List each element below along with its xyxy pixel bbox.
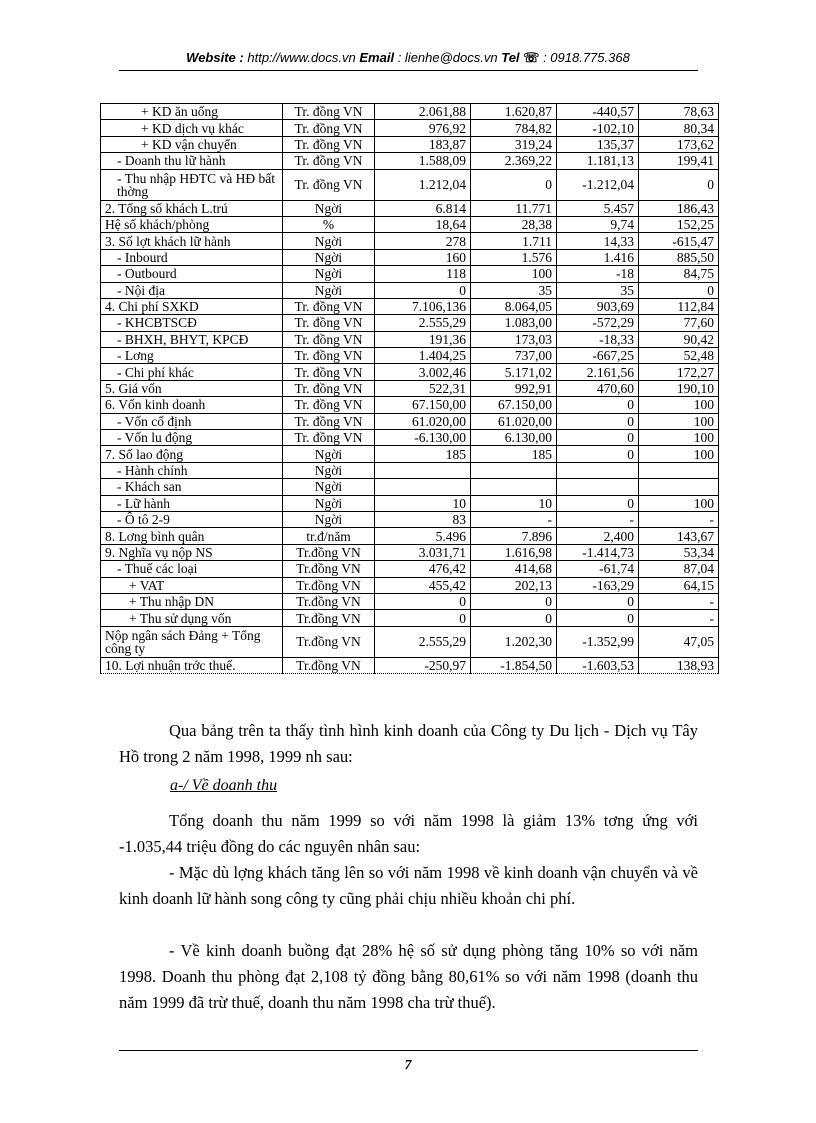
row-label: - Chi phí khác — [101, 364, 283, 380]
row-value-1998: 2.061,88 — [375, 104, 471, 120]
row-unit: Tr.đồng VN — [283, 544, 375, 560]
row-value-percent: 80,34 — [639, 120, 719, 136]
table-row — [101, 153, 719, 169]
row-value-percent: 87,04 — [639, 561, 719, 577]
row-value-1999: 67.150,00 — [471, 397, 557, 413]
row-value-percent: 190,10 — [639, 380, 719, 396]
table-row — [101, 413, 719, 429]
row-value-percent: 64,15 — [639, 577, 719, 593]
row-value-difference: 35 — [557, 282, 639, 298]
row-unit: Ngời — [283, 479, 375, 495]
row-value-percent: 186,43 — [639, 200, 719, 216]
row-unit: Tr.đồng VN — [283, 626, 375, 657]
row-label: 7. Số lao động — [101, 446, 283, 462]
row-unit: tr.đ/năm — [283, 528, 375, 544]
row-label: - Thuế các loại — [101, 561, 283, 577]
row-value-1999: 6.130,00 — [471, 430, 557, 446]
row-value-difference: - — [557, 511, 639, 527]
row-value-difference: 2.161,56 — [557, 364, 639, 380]
table-row — [101, 610, 719, 626]
row-unit: Tr. đồng VN — [283, 298, 375, 314]
row-value-difference: -572,29 — [557, 315, 639, 331]
row-value-1999: 8.064,05 — [471, 298, 557, 314]
row-value-percent: 100 — [639, 413, 719, 429]
table-row — [101, 216, 719, 232]
row-value-1999: 1.620,87 — [471, 104, 557, 120]
row-value-difference: -667,25 — [557, 348, 639, 364]
table-row — [101, 364, 719, 380]
row-value-difference: -1.212,04 — [557, 169, 639, 200]
row-value-percent: 52,48 — [639, 348, 719, 364]
table-row — [101, 120, 719, 136]
row-value-1998: 0 — [375, 610, 471, 626]
row-value-1999: 0 — [471, 610, 557, 626]
row-label: 6. Vốn kinh doanh — [101, 397, 283, 413]
row-value-difference — [557, 462, 639, 478]
row-value-1998: 976,92 — [375, 120, 471, 136]
row-label: - Lơng — [101, 348, 283, 364]
row-unit: Ngời — [283, 282, 375, 298]
row-unit: Tr.đồng VN — [283, 593, 375, 609]
table-row — [101, 266, 719, 282]
row-unit: Ngời — [283, 495, 375, 511]
page-number: 7 — [404, 1058, 412, 1073]
row-unit: Tr. đồng VN — [283, 120, 375, 136]
intro-paragraph: Qua bảng trên ta thấy tình hình kinh doanh của Công ty Du lịch - Dịch vụ Tây Hồ trong 2 năm 1998, 1999 nh sau: — [119, 721, 698, 766]
row-unit: Tr. đồng VN — [283, 153, 375, 169]
row-label: + KD dịch vụ khác — [101, 120, 283, 136]
row-value-1998: 2.555,29 — [375, 315, 471, 331]
row-value-percent: 173,62 — [639, 136, 719, 152]
row-value-1998: 1.404,25 — [375, 348, 471, 364]
table-row — [101, 315, 719, 331]
row-value-1999: 1.576 — [471, 249, 557, 265]
row-value-difference: -61,74 — [557, 561, 639, 577]
row-label: 5. Giá vốn — [101, 380, 283, 396]
row-value-1999: 7.896 — [471, 528, 557, 544]
table-row — [101, 462, 719, 478]
table-row — [101, 249, 719, 265]
row-label: 9. Nghĩa vụ nộp NS — [101, 544, 283, 560]
row-label: - Khách san — [101, 479, 283, 495]
row-label: - Hành chính — [101, 462, 283, 478]
row-unit: Ngời — [283, 233, 375, 249]
row-value-1998: 118 — [375, 266, 471, 282]
row-value-difference: -18 — [557, 266, 639, 282]
row-value-1998: 1.588,09 — [375, 153, 471, 169]
table-row — [101, 446, 719, 462]
row-unit: Tr. đồng VN — [283, 413, 375, 429]
row-unit: Tr. đồng VN — [283, 348, 375, 364]
row-value-1998 — [375, 479, 471, 495]
row-value-difference: -102,10 — [557, 120, 639, 136]
row-value-percent: 100 — [639, 430, 719, 446]
row-value-1999 — [471, 462, 557, 478]
row-value-1999: 2.369,22 — [471, 153, 557, 169]
row-value-1998: 191,36 — [375, 331, 471, 347]
section-heading-revenue: a-/ Về doanh thu — [170, 777, 278, 794]
table-row — [101, 397, 719, 413]
row-unit: Tr.đồng VN — [283, 577, 375, 593]
row-value-1998: -250,97 — [375, 657, 471, 673]
row-value-1999 — [471, 479, 557, 495]
row-label: - Outbourd — [101, 266, 283, 282]
table-row — [101, 593, 719, 609]
row-value-difference: -1.352,99 — [557, 626, 639, 657]
row-value-1998: 67.150,00 — [375, 397, 471, 413]
row-unit: Ngời — [283, 200, 375, 216]
row-label: 2. Tổng số khách L.trú — [101, 200, 283, 216]
table-row — [101, 479, 719, 495]
table-row — [101, 430, 719, 446]
row-label: 3. Số lợt khách lữ hành — [101, 233, 283, 249]
row-unit: Tr. đồng VN — [283, 104, 375, 120]
row-label: + VAT — [101, 577, 283, 593]
row-unit: Tr. đồng VN — [283, 380, 375, 396]
row-value-1998: -6.130,00 — [375, 430, 471, 446]
table-row — [101, 561, 719, 577]
row-unit: Ngời — [283, 249, 375, 265]
table-row — [101, 136, 719, 152]
row-value-difference — [557, 479, 639, 495]
table-row — [101, 348, 719, 364]
row-value-1999: 1.616,98 — [471, 544, 557, 560]
email-label: Email — [359, 50, 395, 65]
row-value-1999: 28,38 — [471, 216, 557, 232]
row-value-1998: 18,64 — [375, 216, 471, 232]
row-value-percent: 78,63 — [639, 104, 719, 120]
row-value-1998: 0 — [375, 593, 471, 609]
row-value-percent — [639, 462, 719, 478]
row-value-difference: 1.181,13 — [557, 153, 639, 169]
row-value-percent: 172,27 — [639, 364, 719, 380]
row-label: + KD ăn uống — [101, 104, 283, 120]
row-label: 4. Chi phí SXKD — [101, 298, 283, 314]
table-row — [101, 331, 719, 347]
table-row — [101, 626, 719, 657]
row-unit: Tr. đồng VN — [283, 364, 375, 380]
row-value-percent: 152,25 — [639, 216, 719, 232]
revenue-paragraph-1: Tổng doanh thu năm 1999 so với năm 1998 là giảm 13% tơng ứng với -1.035,44 triệu đồng do các nguyên nhân sau: — [119, 811, 698, 856]
row-value-percent: 100 — [639, 495, 719, 511]
row-value-1998: 1.212,04 — [375, 169, 471, 200]
table-row — [101, 380, 719, 396]
page-header — [0, 50, 816, 66]
row-unit: % — [283, 216, 375, 232]
row-value-1998: 183,87 — [375, 136, 471, 152]
table-row — [101, 169, 719, 200]
row-value-1999: 100 — [471, 266, 557, 282]
table-row — [101, 298, 719, 314]
row-value-percent: 53,34 — [639, 544, 719, 560]
row-value-difference: -440,57 — [557, 104, 639, 120]
row-unit: Tr. đồng VN — [283, 169, 375, 200]
row-value-1998: 83 — [375, 511, 471, 527]
row-unit: Tr. đồng VN — [283, 136, 375, 152]
tel-label: Tel — [501, 50, 520, 65]
table-row — [101, 544, 719, 560]
row-value-1998: 185 — [375, 446, 471, 462]
row-unit: Ngời — [283, 266, 375, 282]
row-value-1999: 0 — [471, 169, 557, 200]
row-label: - Ô tô 2-9 — [101, 511, 283, 527]
row-value-1999: 11.771 — [471, 200, 557, 216]
row-value-difference: -18,33 — [557, 331, 639, 347]
row-value-difference: 0 — [557, 397, 639, 413]
row-value-1999: 414,68 — [471, 561, 557, 577]
row-value-1998: 522,31 — [375, 380, 471, 396]
row-value-difference: 0 — [557, 430, 639, 446]
row-value-1999: 737,00 — [471, 348, 557, 364]
row-label: + Thu nhập DN — [101, 593, 283, 609]
row-label: Nộp ngân sách Đảng + Tổng công ty — [101, 626, 283, 657]
row-value-1998: 3.002,46 — [375, 364, 471, 380]
row-value-1999: 319,24 — [471, 136, 557, 152]
row-value-1999: -1.854,50 — [471, 657, 557, 673]
row-label: + Thu sử dụng vốn — [101, 610, 283, 626]
row-label: Hệ số khách/phòng — [101, 216, 283, 232]
row-value-difference: 9,74 — [557, 216, 639, 232]
row-value-1998: 455,42 — [375, 577, 471, 593]
row-value-difference: -1.603,53 — [557, 657, 639, 673]
row-value-percent: 143,67 — [639, 528, 719, 544]
row-value-1999: - — [471, 511, 557, 527]
row-value-1999: 185 — [471, 446, 557, 462]
row-value-percent: 100 — [639, 446, 719, 462]
row-value-percent: 90,42 — [639, 331, 719, 347]
row-unit: Tr.đồng VN — [283, 657, 375, 673]
table-row — [101, 200, 719, 216]
row-value-percent: 100 — [639, 397, 719, 413]
row-value-difference: 903,69 — [557, 298, 639, 314]
row-unit: Ngời — [283, 446, 375, 462]
table-body — [101, 104, 719, 674]
table-row — [101, 495, 719, 511]
row-value-1999: 5.171,02 — [471, 364, 557, 380]
row-value-1998: 6.814 — [375, 200, 471, 216]
row-value-difference: 0 — [557, 593, 639, 609]
website-url[interactable]: http://www.docs.vn — [247, 50, 356, 65]
row-unit: Tr.đồng VN — [283, 561, 375, 577]
row-value-percent: 0 — [639, 169, 719, 200]
tel-number: : 0918.775.368 — [543, 50, 630, 65]
row-label: 10. Lợi nhuận trớc thuế. — [101, 657, 283, 673]
table-row — [101, 657, 719, 673]
row-label: - Vốn lu động — [101, 430, 283, 446]
row-value-difference: 14,33 — [557, 233, 639, 249]
row-value-percent — [639, 479, 719, 495]
row-value-difference: 5.457 — [557, 200, 639, 216]
row-value-difference: 1.416 — [557, 249, 639, 265]
business-results-table — [100, 103, 719, 674]
row-label: - Vốn cố định — [101, 413, 283, 429]
row-value-percent: 138,93 — [639, 657, 719, 673]
row-value-percent: 84,75 — [639, 266, 719, 282]
revenue-paragraph-3: - Về kinh doanh buồng đạt 28% hệ số sử dụng phòng tăng 10% so với năm 1998. Doanh thu phòng đạt 2,108 tỷ đồng bằng 80,61% so với năm 1998 (doanh thu năm 1999 đã trừ thuế, doanh thu năm 1998 cha trừ thuế). — [119, 941, 698, 1012]
website-label: Website : — [186, 50, 244, 65]
row-value-1999: 992,91 — [471, 380, 557, 396]
row-value-difference: 470,60 — [557, 380, 639, 396]
row-value-percent: 0 — [639, 282, 719, 298]
row-value-1998: 3.031,71 — [375, 544, 471, 560]
row-label: - Lữ hành — [101, 495, 283, 511]
revenue-paragraph-2: - Mặc dù lợng khách tăng lên so với năm 1998 về kinh doanh vận chuyển và về kinh doanh lữ hành song công ty cũng phải chịu nhiều khoản chi phí. — [119, 863, 698, 908]
row-value-percent: 112,84 — [639, 298, 719, 314]
row-value-percent: - — [639, 511, 719, 527]
row-value-difference: 0 — [557, 446, 639, 462]
row-value-1999: 784,82 — [471, 120, 557, 136]
row-value-difference: 2,400 — [557, 528, 639, 544]
row-unit: Tr. đồng VN — [283, 397, 375, 413]
row-value-1998: 476,42 — [375, 561, 471, 577]
footer-rule — [119, 1050, 698, 1051]
row-value-difference: 135,37 — [557, 136, 639, 152]
row-value-1998: 160 — [375, 249, 471, 265]
row-label: - Thu nhập HĐTC và HĐ bất thờng — [101, 169, 283, 200]
row-value-1999: 61.020,00 — [471, 413, 557, 429]
row-value-1998: 0 — [375, 282, 471, 298]
row-value-1998: 7.106,136 — [375, 298, 471, 314]
row-unit: Tr.đồng VN — [283, 610, 375, 626]
row-value-1999: 35 — [471, 282, 557, 298]
phone-icon: ☏ — [523, 50, 540, 65]
table-row — [101, 104, 719, 120]
row-unit: Tr. đồng VN — [283, 430, 375, 446]
row-value-percent: - — [639, 593, 719, 609]
row-value-difference: -1.414,73 — [557, 544, 639, 560]
row-value-1999: 1.083,00 — [471, 315, 557, 331]
row-value-1998: 2.555,29 — [375, 626, 471, 657]
row-label: + KD vận chuyển — [101, 136, 283, 152]
table-row — [101, 528, 719, 544]
row-value-1999: 10 — [471, 495, 557, 511]
row-label: - Nội địa — [101, 282, 283, 298]
row-value-1999: 173,03 — [471, 331, 557, 347]
row-unit: Tr. đồng VN — [283, 315, 375, 331]
table-row — [101, 577, 719, 593]
table-row — [101, 233, 719, 249]
row-value-difference: -163,29 — [557, 577, 639, 593]
row-unit: Ngời — [283, 462, 375, 478]
row-value-difference: 0 — [557, 413, 639, 429]
row-value-percent: 77,60 — [639, 315, 719, 331]
row-value-1999: 202,13 — [471, 577, 557, 593]
row-label: - Doanh thu lữ hành — [101, 153, 283, 169]
row-label: - Inbourd — [101, 249, 283, 265]
row-unit: Tr. đồng VN — [283, 331, 375, 347]
row-value-1998: 10 — [375, 495, 471, 511]
row-value-1998: 278 — [375, 233, 471, 249]
row-value-1998 — [375, 462, 471, 478]
row-value-percent: - — [639, 610, 719, 626]
row-value-difference: 0 — [557, 610, 639, 626]
row-value-percent: 47,05 — [639, 626, 719, 657]
row-value-1999: 1.711 — [471, 233, 557, 249]
email-address[interactable]: : lienhe@docs.vn — [397, 50, 498, 65]
header-rule — [119, 70, 698, 71]
row-value-percent: 199,41 — [639, 153, 719, 169]
row-value-percent: 885,50 — [639, 249, 719, 265]
row-value-1998: 5.496 — [375, 528, 471, 544]
row-value-difference: 0 — [557, 495, 639, 511]
row-value-1998: 61.020,00 — [375, 413, 471, 429]
row-value-1999: 0 — [471, 593, 557, 609]
row-unit: Ngời — [283, 511, 375, 527]
row-label: 8. Lơng bình quân — [101, 528, 283, 544]
row-value-percent: -615,47 — [639, 233, 719, 249]
row-value-1999: 1.202,30 — [471, 626, 557, 657]
row-label: - KHCBTSCĐ — [101, 315, 283, 331]
row-label: - BHXH, BHYT, KPCĐ — [101, 331, 283, 347]
table-row — [101, 511, 719, 527]
table-row — [101, 282, 719, 298]
